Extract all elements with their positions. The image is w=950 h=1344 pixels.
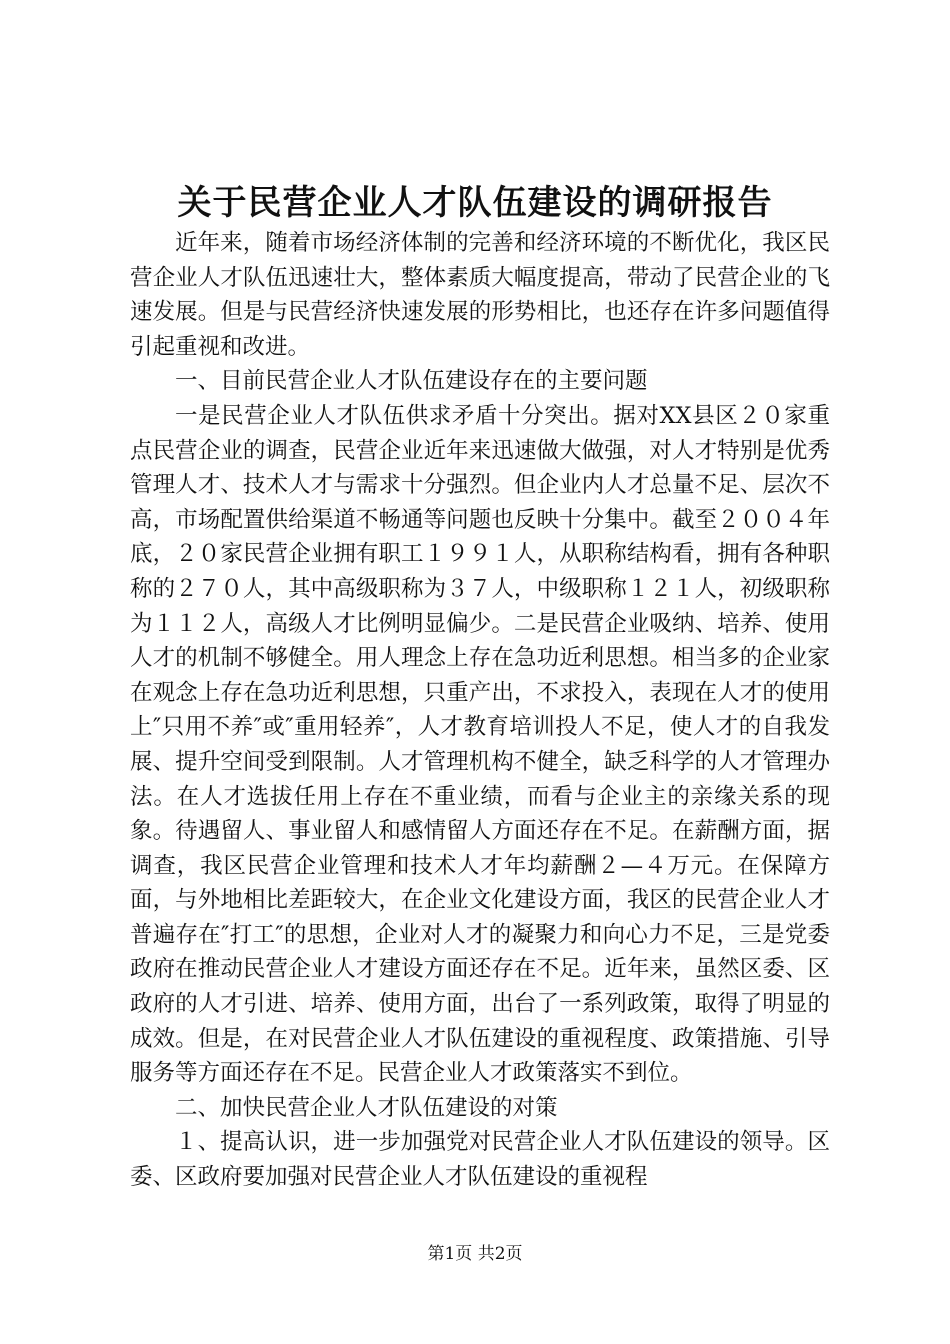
section-heading-measures: 二、加快民营企业人才队伍建设的对策 bbox=[175, 1094, 558, 1121]
document-title: 关于民营企业人才队伍建设的调研报告 bbox=[177, 183, 773, 223]
page-footer: 第1页 共2页 bbox=[427, 1244, 523, 1264]
section-heading-problems: 一、目前民营企业人才队伍建设存在的主要问题 bbox=[175, 368, 648, 395]
document-body bbox=[130, 226, 830, 1195]
measures-paragraph: １、提高认识，进一步加强党对民营企业人才队伍建设的领导。区委、区政府要加强对民营企业人才队伍建设的重视程 bbox=[130, 1129, 830, 1191]
problems-paragraph: 一是民营企业人才队伍供求矛盾十分突出。据对XX县区２０家重点民营企业的调查，民营企业近年来迅速做大做强，对人才特别是优秀管理人才、技术人才与需求十分强烈。但企业内人才总量不足、层次不高，市场配置供给渠道不畅通等问题也反映十分集中。截至２００４年底，２０家民营企业拥有职工１９９１人，从职称结构看，拥有各种职称的２７０人，其中高级职称为３７人，中级职称１２１人，初级职称为１１２人，高级人才比例明显偏少。二是民营企业吸纳、培养、使用人才的机制不够健全。用人理念上存在急功近利思想。相当多的企业家在观念上存在急功近利思想，只重产出，不求投入，表现在人才的使用上″只用不养″或″重用轻养″，人才教育培训投人不足，使人才的自我发展、提升空间受到限制。人才管理机构不健全，缺乏科学的人才管理办法。在人才选拔任用上存在不重业绩，而看与企业主的亲缘关系的现象。待遇留人、事业留人和感情留人方面还存在不足。在薪酬方面，据调查，我区民营企业管理和技术人才年均薪酬２—４万元。在保障方面，与外地相比差距较大，在企业文化建设方面，我区的民营企业人才普遍存在″打工″的思想，企业对人才的凝聚力和向心力不足，三是党委政府在推动民营企业人才建设方面还存在不足。近年来，虽然区委、区政府的人才引进、培养、使用方面，出台了一系列政策，取得了明显的成效。但是，在对民营企业人才队伍建设的重视程度、政策措施、引导服务等方面还存在不足。民营企业人才政策落实不到位。 bbox=[130, 402, 830, 1087]
intro-paragraph: 近年来，随着市场经济体制的完善和经济环境的不断优化，我区民营企业人才队伍迅速壮大，整体素质大幅度提高，带动了民营企业的飞速发展。但是与民营经济快速发展的形势相比，也还存在许多问题值得引起重视和改进。 bbox=[130, 230, 830, 360]
